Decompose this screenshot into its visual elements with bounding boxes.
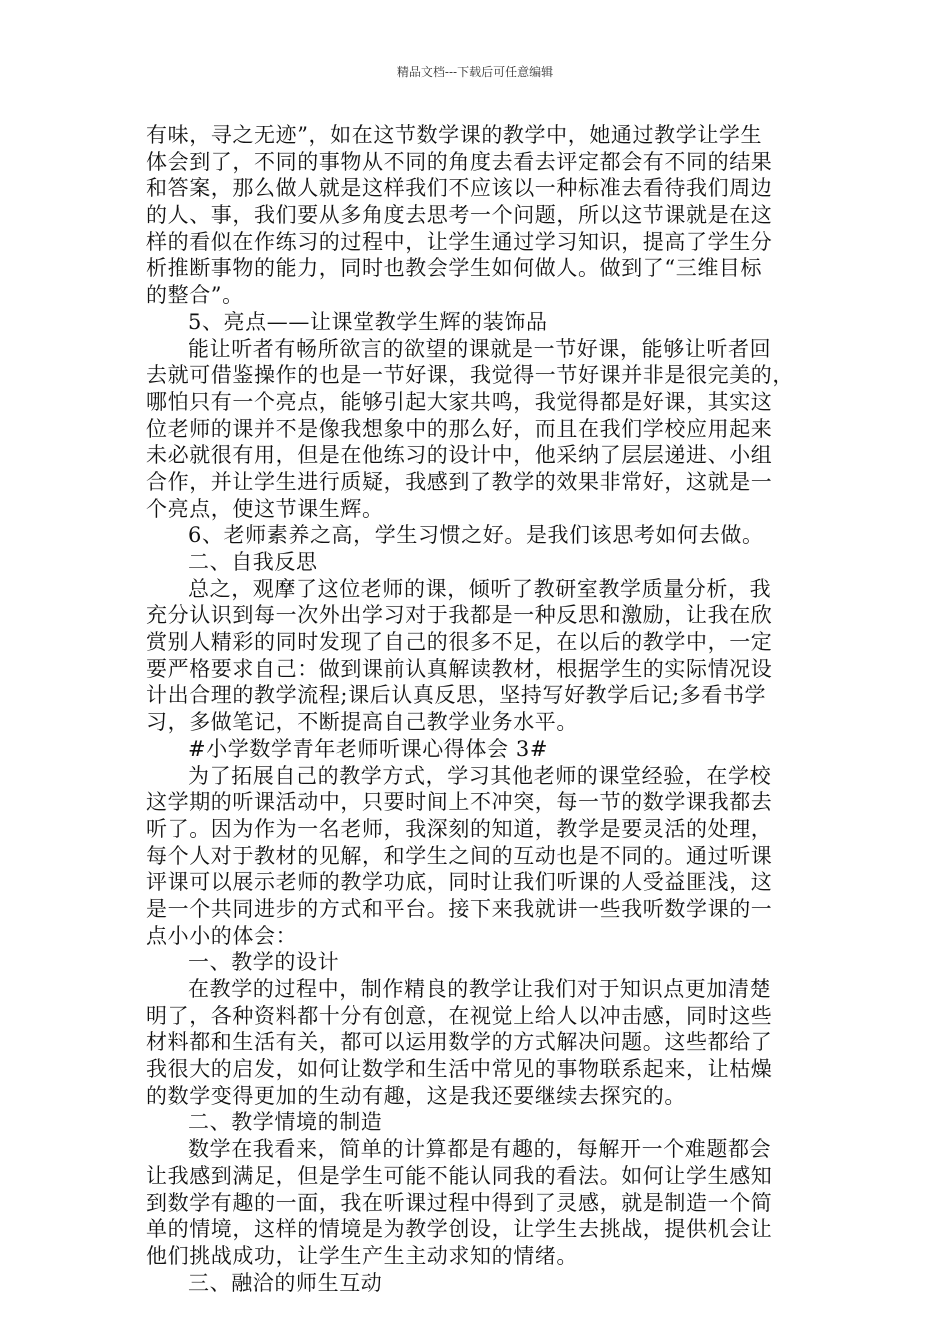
text-line: 单的情境，这样的情境是为教学创设，让学生去挑战，提供机会让 — [146, 1217, 773, 1242]
text-line: 和答案，那么做人就是这样我们不应该以一种标准去看待我们周边 — [146, 176, 773, 201]
text-line: 一、教学的设计 — [188, 950, 340, 975]
page-header — [0, 64, 950, 80]
text-line: 听了。因为作为一名老师，我深刻的知道，教学是要灵活的处理， — [146, 816, 773, 841]
text-line: 哪怕只有一个亮点，能够引起大家共鸣，我觉得都是好课，其实这 — [146, 389, 773, 414]
text-line: 未必就很有用，但是在他练习的设计中，他采纳了层层递进、小组 — [146, 443, 773, 468]
text-line: 让我感到满足，但是学生可能不能认同我的看法。如何让学生感知 — [146, 1163, 773, 1188]
text-line: 材料都和生活有关，都可以运用数学的方式解决问题。这些都给了 — [146, 1030, 773, 1055]
text-line: 的人、事，我们要从多角度去思考一个问题，所以这节课就是在这 — [146, 203, 773, 228]
text-line: 有味，寻之无迹”，如在这节数学课的教学中，她通过教学让学生 — [146, 123, 763, 147]
text-line: 这学期的听课活动中，只要时间上不冲突，每一节的数学课我都去 — [146, 790, 773, 815]
text-line: 5、亮点——让课堂教学生辉的装饰品 — [188, 309, 548, 334]
text-line: 的整合”。 — [146, 283, 244, 308]
text-line: 要严格要求自己：做到课前认真解读教材，根据学生的实际情况设 — [146, 656, 773, 681]
text-line: 到数学有趣的一面，我在听课过程中得到了灵感，就是制造一个简 — [146, 1190, 773, 1215]
document-body — [146, 122, 810, 1296]
text-line: 充分认识到每一次外出学习对于我都是一种反思和激励，让我在欣 — [146, 603, 773, 628]
text-line: 的数学变得更加的生动有趣，这是我还要继续去探究的。 — [146, 1083, 686, 1108]
text-line: 我很大的启发，如何让数学和生活中常见的事物联系起来，让枯燥 — [146, 1057, 773, 1082]
text-line: 个亮点，使这节课生辉。 — [146, 496, 384, 521]
text-line: 计出合理的教学流程;课后认真反思，坚持写好教学后记;多看书学 — [146, 683, 767, 708]
text-line: 评课可以展示老师的教学功底，同时让我们听课的人受益匪浅，这 — [146, 870, 773, 895]
text-line: 6、老师素养之高，学生习惯之好。是我们该思考如何去做。 — [188, 523, 764, 548]
text-line: 为了拓展自己的教学方式，学习其他老师的课堂经验，在学校 — [188, 763, 772, 788]
text-line: 合作，并让学生进行质疑，我感到了教学的效果非常好，这就是一 — [146, 469, 773, 494]
text-line: 析推断事物的能力，同时也教会学生如何做人。做到了“三维目标 — [146, 256, 763, 281]
text-line: 每个人对于教材的见解，和学生之间的互动也是不同的。通过听课 — [146, 843, 773, 868]
text-line: 二、教学情境的制造 — [188, 1110, 383, 1135]
text-line: #小学数学青年老师听课心得体会 3# — [188, 736, 549, 761]
text-line: 去就可借鉴操作的也是一节好课，我觉得一节好课并非是很完美的， — [146, 363, 794, 388]
text-line: 二、自我反思 — [188, 550, 318, 574]
text-line: 体会到了，不同的事物从不同的角度去看去评定都会有不同的结果 — [146, 149, 773, 174]
text-line: 样的看似在作练习的过程中，让学生通过学习知识，提高了学生分 — [146, 229, 773, 254]
text-line: 习，多做笔记，不断提高自己教学业务水平。 — [146, 710, 578, 735]
text-line: 他们挑战成功，让学生产生主动求知的情绪。 — [146, 1243, 578, 1268]
text-line: 总之，观摩了这位老师的课，倾听了教研室教学质量分析，我 — [188, 576, 772, 601]
text-line: 在教学的过程中，制作精良的教学让我们对于知识点更加清楚 — [188, 977, 772, 1001]
text-line: 能让听者有畅所欲言的欲望的课就是一节好课，能够让听者回 — [188, 336, 772, 361]
text-line: 明了，各种资料都十分有创意，在视觉上给人以冲击感，同时这些 — [146, 1003, 773, 1028]
text-line: 三、融洽的师生互动 — [188, 1270, 383, 1295]
text-line: 点小小的体会： — [146, 923, 298, 948]
header-text: 精品文档---下载后可任意编辑 — [396, 65, 554, 79]
text-line: 位老师的课并不是像我想象中的那么好，而且在我们学校应用起来 — [146, 416, 773, 441]
text-line: 数学在我看来，简单的计算都是有趣的，每解开一个难题都会 — [188, 1137, 772, 1162]
text-line: 赏别人精彩的同时发现了自己的很多不足，在以后的教学中，一定 — [146, 630, 773, 655]
text-line: 是一个共同进步的方式和平台。接下来我就讲一些我听数学课的一 — [146, 896, 773, 921]
